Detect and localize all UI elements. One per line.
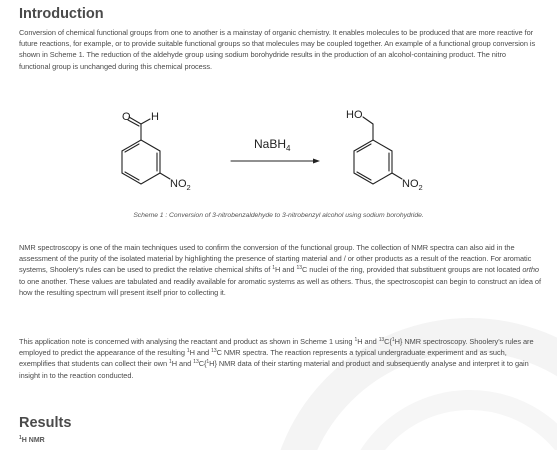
product-hydroxyl-label: HO [346,109,363,121]
reactant-oxygen-label: O [122,111,131,123]
application-note-paragraph: This application note is concerned with analysing the reactant and product as shown in Scheme 1 using $^1$H and $^{13}$C{$^1$H} NMR spectroscopy. Shoolery's rules are employed to predict the appearance of the resulting $^1$H and $^{13}$C NMR spectra. The reaction represents a typical undergraduate experiment and as such, exemplifies that students can collect their own $^1$H and $^{13}$C{$^1$H} NMR data of their starting material and product and subsequently analyse and interpret it to gain insight in to the reaction conducted. [19,337,534,380]
reactant-nitro-label: $NO_2$ [170,178,191,192]
reactant-hydrogen-label: H [151,111,159,123]
reagent-label: NaBH$_4$ [254,137,291,153]
scheme-caption: Scheme 1 : Conversion of 3-nitrobenzaldehyde to 3-nitrobenzyl alcohol using sodium borohydride. [133,212,424,219]
reaction-scheme [0,103,557,203]
reactant-benzene-ring [122,140,160,184]
introduction-heading: Introduction [19,6,104,22]
introduction-paragraph: Conversion of chemical functional groups from one to another is a mainstay of organic chemistry. It enables molecules to be produced that are more reactive for future reactions, for example, or to provide suitable functional groups so that molecules may be coupled together. An example of a functional group conversion is shown in Scheme 1. The reduction of the aldehyde group using sodium borohydride results in the production of an alcohol-containing product. The nitro functional group is unchanged during this chemical process. [19,28,536,71]
nmr-paragraph: NMR spectroscopy is one of the main techniques used to confirm the conversion of the functional group. The collection of NMR spectra can also aid in the assessment of the purity of the isolated material by highlighting the presence of starting material and / or other products as a result of the reaction. For aromatic systems, Shoolery's rules can be used to predict the relative chemical shifts of $^1$H and $^{13}$C nuclei of the ring, provided that substituent groups are not located ortho to one another. These values are tabulated and readily available for aromatic systems as well as others. Thus, the spectroscopist can begin to construct an idea of how the resulting spectrum will present itself prior to collecting it. [19,243,541,297]
h-nmr-subheading: $^1$H NMR [19,435,45,444]
results-heading: Results [19,415,72,431]
product-nitro-label: $NO_2$ [402,178,423,192]
product-benzene-ring [354,140,392,184]
